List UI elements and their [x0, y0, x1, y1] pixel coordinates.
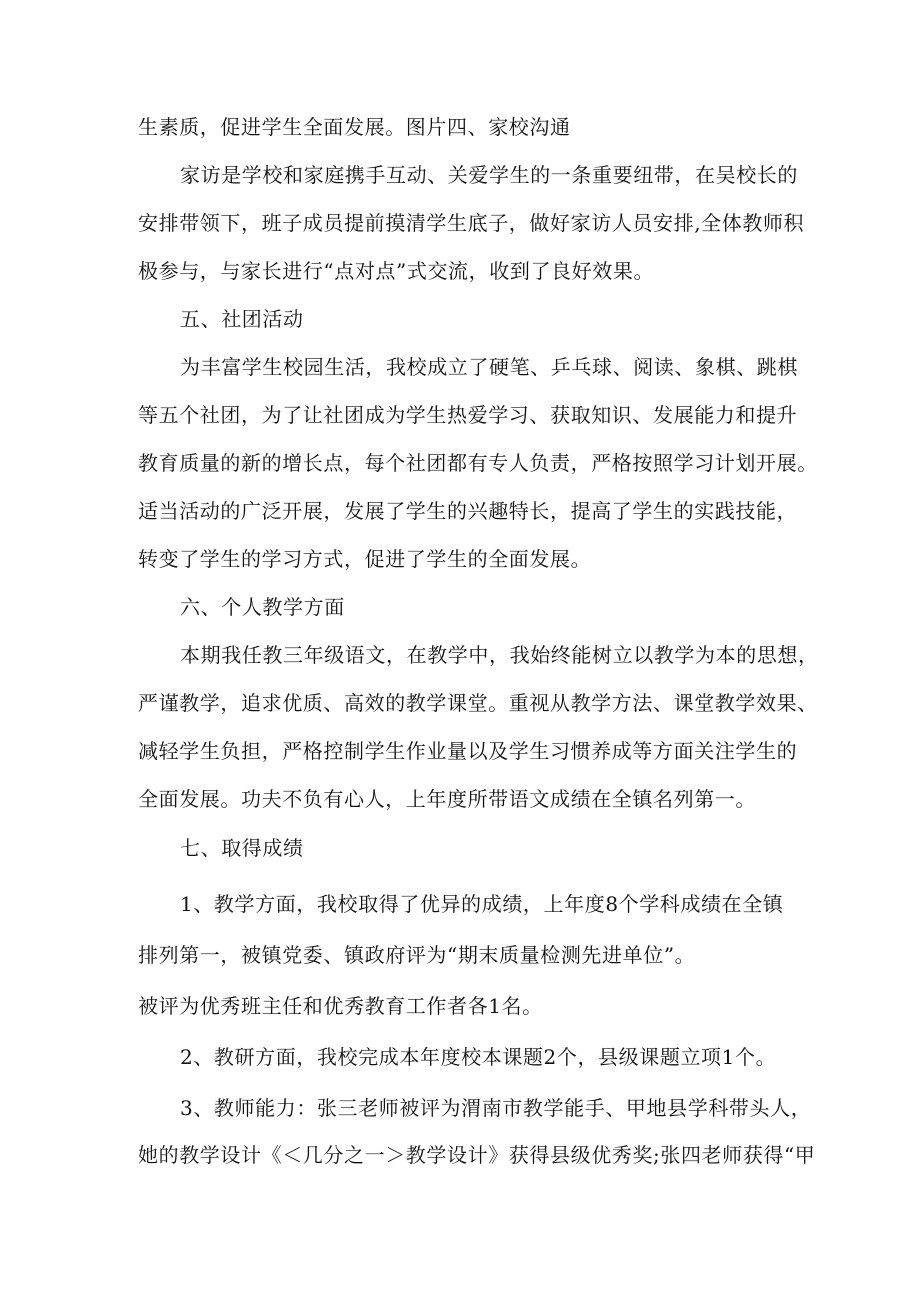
section-heading: 五、社团活动: [180, 307, 304, 331]
text-line: 为丰富学生校园生活，我校成立了硬笔、乒乓球、阅读、象棋、跳棋: [180, 355, 798, 379]
text-line: 安排带领下，班子成员提前摸清学生底子，做好家访人员安排,全体教师积: [138, 211, 805, 235]
text-line: 排列第一，被镇党委、镇政府评为“期末质量检测先进单位”。: [138, 943, 696, 967]
text-line: 减轻学生负担，严格控制学生作业量以及学生习惯养成等方面关注学生的: [138, 739, 798, 763]
text-line: 等五个社团，为了让社团成为学生热爱学习、获取知识、发展能力和提升: [138, 403, 798, 427]
text-line: 教育质量的新的增长点，每个社团都有专人负责，严格按照学习计划开展。: [138, 451, 818, 475]
text-line: 全面发展。功夫不负有心人，上年度所带语文成绩在全镇名列第一。: [138, 787, 756, 811]
section-heading: 七、取得成绩: [180, 836, 304, 860]
text-line: 严谨教学，追求优质、高效的教学课堂。重视从教学方法、课堂教学效果、: [138, 691, 818, 715]
text-line: 转变了学生的学习方式，促进了学生的全面发展。: [138, 547, 592, 571]
text-line: 3、教师能力：张三老师被评为渭南市教学能手、甲地县学科带头人，: [180, 1096, 812, 1120]
text-line: 她的教学设计《＜几分之一＞教学设计》获得县级优秀奖;张四老师获得“甲: [138, 1143, 816, 1167]
section-heading: 六、个人教学方面: [180, 595, 345, 619]
text-line: 生素质，促进学生全面发展。图片四、家校沟通: [138, 115, 571, 139]
text-line: 适当活动的广泛开展，发展了学生的兴趣特长，提高了学生的实践技能，: [138, 499, 798, 523]
text-line: 极参与，与家长进行“点对点”式交流，收到了良好效果。: [138, 259, 655, 283]
text-line: 1、教学方面，我校取得了优异的成绩，上年度8个学科成绩在全镇: [180, 892, 784, 916]
text-line: 本期我任教三年级语文，在教学中，我始终能树立以教学为本的思想，: [180, 643, 819, 667]
text-line: 2、教研方面，我校完成本年度校本课题2个，县级课题立项1个。: [180, 1045, 777, 1069]
text-line: 被评为优秀班主任和优秀教育工作者各1名。: [138, 994, 543, 1018]
text-line: 家访是学校和家庭携手互动、关爱学生的一条重要纽带，在吴校长的: [180, 163, 798, 187]
